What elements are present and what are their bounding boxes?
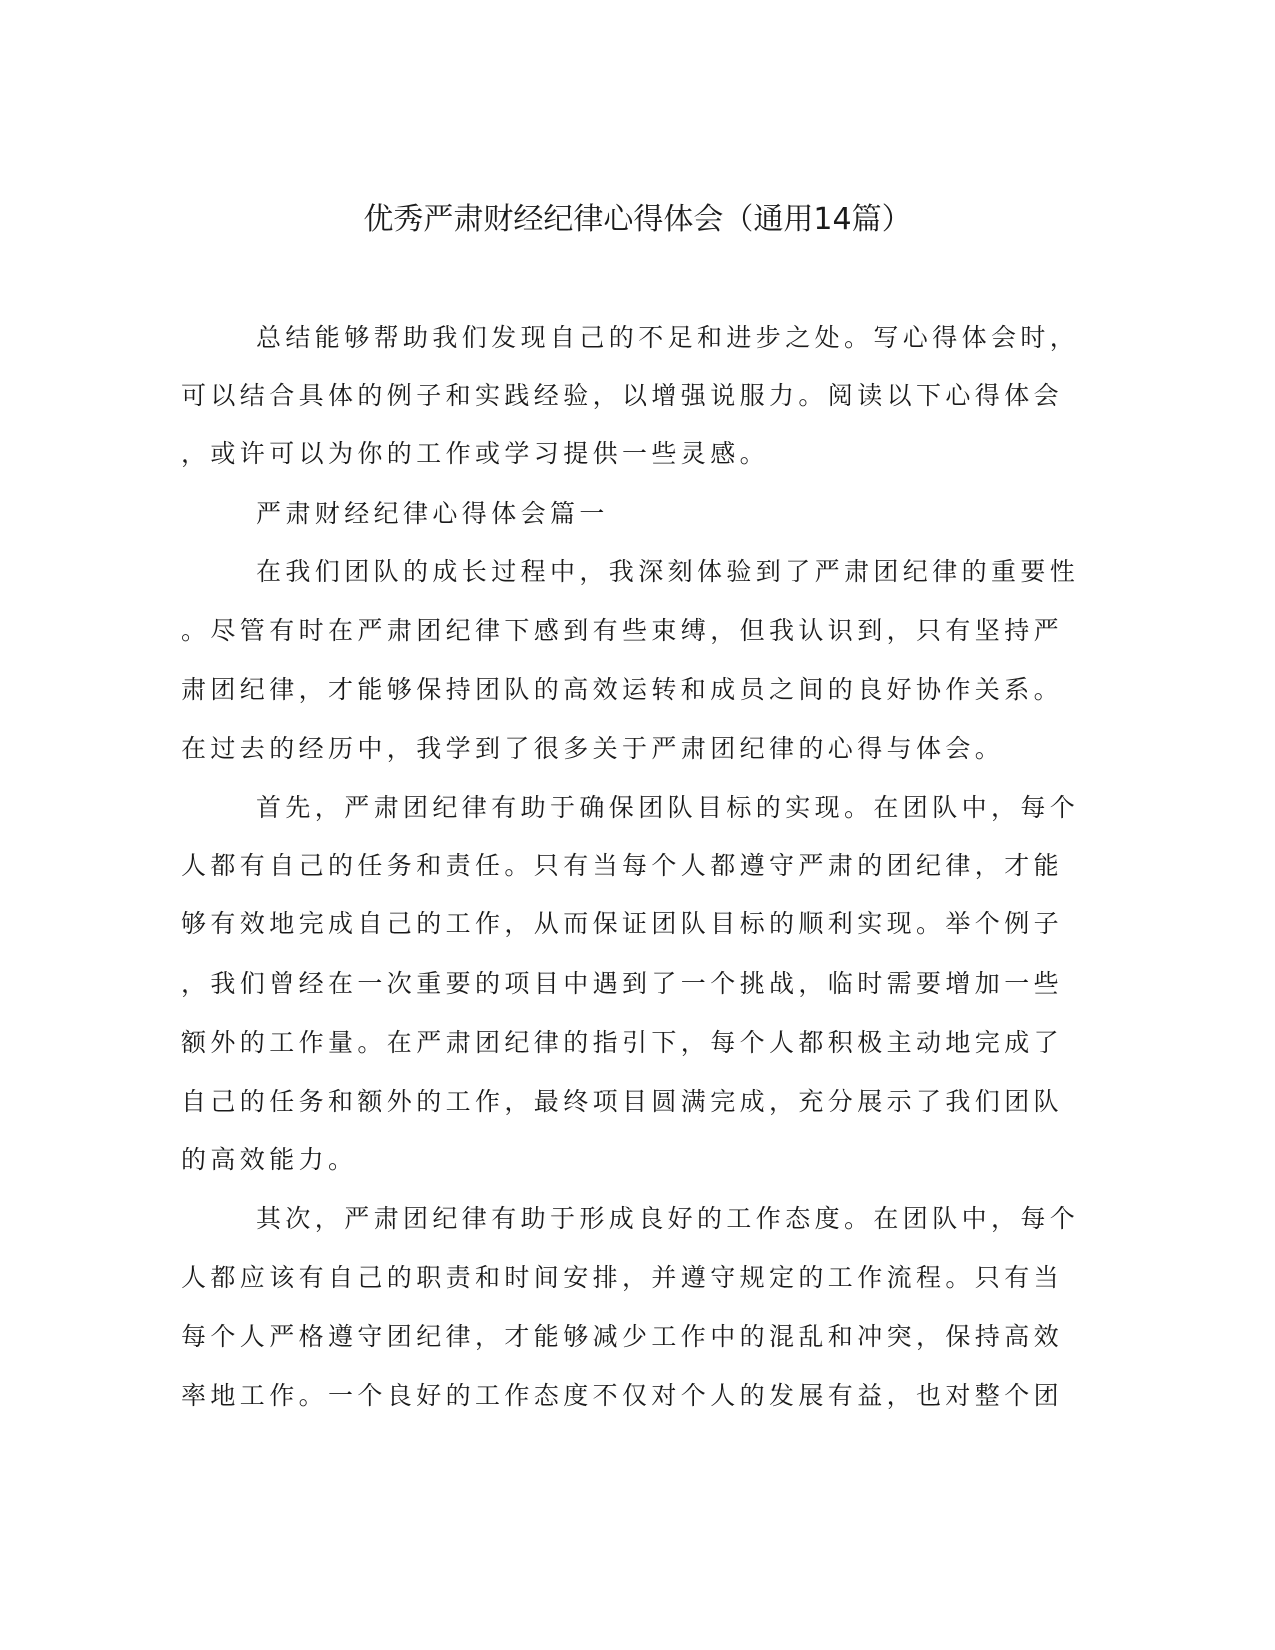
document-title: 优秀严肃财经纪律心得体会（通用14篇） [363,202,912,237]
paragraph-line: ，或许可以为你的工作或学习提供一些灵感。 [181,439,770,468]
paragraph-line: 肃团纪律，才能够保持团队的高效运转和成员之间的良好协作关系。 [181,675,1064,704]
paragraph-line: 人都应该有自己的职责和时间安排，并遵守规定的工作流程。只有当 [181,1263,1064,1292]
paragraph-line: 首先，严肃团纪律有助于确保团队目标的实现。在团队中，每个 [256,793,1080,822]
paragraph-line: 在我们团队的成长过程中，我深刻体验到了严肃团纪律的重要性 [256,557,1080,586]
paragraph-line: 其次，严肃团纪律有助于形成良好的工作态度。在团队中，每个 [256,1204,1080,1233]
paragraph-line: ，我们曾经在一次重要的项目中遇到了一个挑战，临时需要增加一些 [181,969,1064,998]
paragraph-line: 在过去的经历中，我学到了很多关于严肃团纪律的心得与体会。 [181,734,1005,763]
paragraph-line: 的高效能力。 [181,1145,358,1174]
paragraph-line: 人都有自己的任务和责任。只有当每个人都遵守严肃的团纪律，才能 [181,851,1064,880]
section-heading: 严肃财经纪律心得体会篇一 [256,499,609,528]
paragraph-line: 可以结合具体的例子和实践经验，以增强说服力。阅读以下心得体会 [181,381,1064,410]
paragraph-line: 自己的任务和额外的工作，最终项目圆满完成，充分展示了我们团队 [181,1087,1064,1116]
paragraph-line: 。尽管有时在严肃团纪律下感到有些束缚，但我认识到，只有坚持严 [181,616,1064,645]
paragraph-line: 额外的工作量。在严肃团纪律的指引下，每个人都积极主动地完成了 [181,1028,1064,1057]
paragraph-line: 每个人严格遵守团纪律，才能够减少工作中的混乱和冲突，保持高效 [181,1322,1064,1351]
paragraph-line: 够有效地完成自己的工作，从而保证团队目标的顺利实现。举个例子 [181,909,1064,938]
paragraph-line: 总结能够帮助我们发现自己的不足和进步之处。写心得体会时， [256,323,1080,352]
paragraph-line: 率地工作。一个良好的工作态度不仅对个人的发展有益，也对整个团 [181,1381,1064,1410]
